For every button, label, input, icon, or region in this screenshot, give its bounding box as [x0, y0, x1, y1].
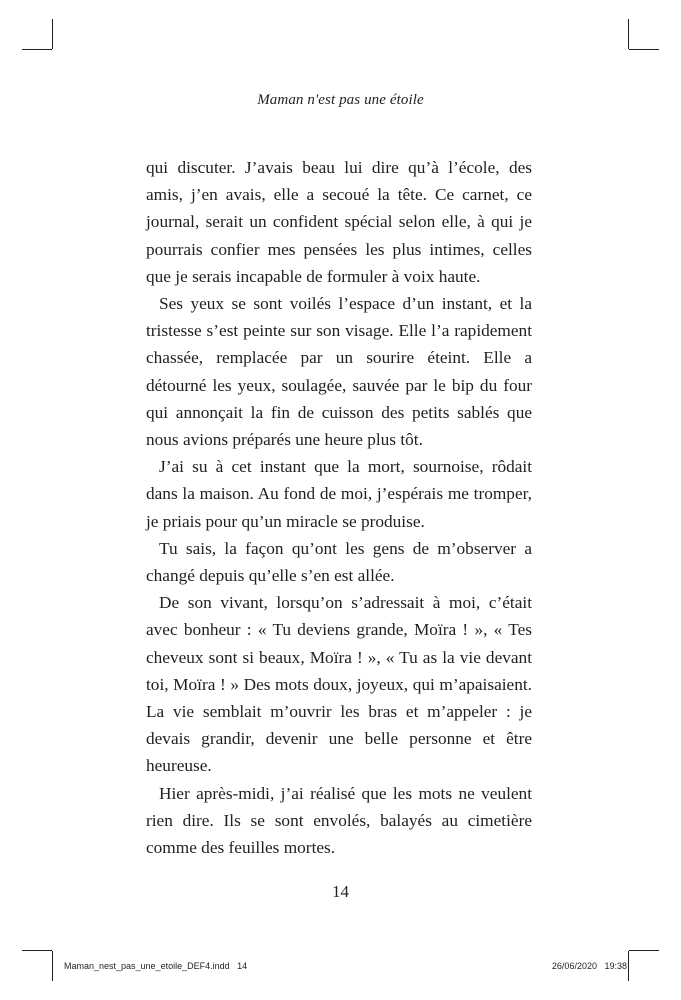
body-text: [146, 154, 532, 861]
crop-mark-top-left-horizontal: [22, 49, 52, 50]
crop-mark-bottom-right-vertical: [628, 951, 629, 981]
paragraph: qui discuter. J’avais beau lui dire qu’à l’école, des amis, j’en avais, elle a secoué la tête. Ce carnet, ce journal, serait un confident spécial selon elle, à qui je pourrais confier mes pensées les plus intimes, celles que je serais incapable de formuler à voix haute.: [146, 158, 532, 286]
crop-mark-top-left-vertical: [52, 19, 53, 49]
paragraph: De son vivant, lorsqu’on s’adressait à moi, c’était avec bonheur : « Tu deviens grande, Moïra ! », « Tes cheveux sont si beaux, Moïra ! », « Tu as la vie devant toi, Moïra ! » Des mots doux, joyeux, qui m’apaisaient. La vie semblait m’ouvrir les bras et m’appeler : je devais grandir, devenir une belle personne et être heureuse.: [146, 593, 532, 776]
crop-mark-bottom-left-vertical: [52, 951, 53, 981]
crop-mark-bottom-left-horizontal: [22, 950, 52, 951]
running-head: Maman n'est pas une étoile: [257, 92, 424, 108]
paragraph: Hier après-midi, j’ai réalisé que les mots ne veulent rien dire. Ils se sont envolés, balayés au cimetière comme des feuilles mortes.: [146, 783, 532, 858]
paragraph: Tu sais, la façon qu’ont les gens de m’observer a changé depuis qu’elle s’en est allée.: [146, 538, 532, 586]
paragraph: Ses yeux se sont voilés l’espace d’un instant, et la tristesse s’est peinte sur son visage. Elle l’a rapidement chassée, remplacée par un sourire éteint. Elle a détourné les yeux, soulagée, sauvée par le bip du four qui annonçait la fin de cuisson des petits sablés que nous avions préparés une heure plus tôt.: [146, 294, 532, 450]
crop-mark-bottom-right-horizontal: [629, 950, 659, 951]
slug-filename: Maman_nest_pas_une_etoile_DEF4.indd 14: [64, 961, 248, 971]
crop-mark-top-right-horizontal: [629, 49, 659, 50]
slug-datetime: 26/06/2020 19:38: [551, 961, 627, 971]
page-number: 14: [332, 882, 349, 901]
crop-mark-top-right-vertical: [628, 19, 629, 49]
paragraph: J’ai su à cet instant que la mort, sournoise, rôdait dans la maison. Au fond de moi, j’espérais me tromper, je priais pour qu’un miracle se produise.: [146, 457, 532, 531]
